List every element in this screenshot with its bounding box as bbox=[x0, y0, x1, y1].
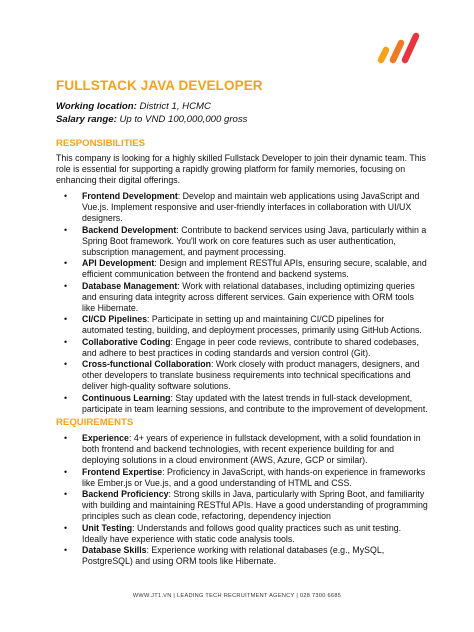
bullet-icon: • bbox=[64, 336, 68, 347]
item-label: Experience bbox=[82, 433, 129, 443]
working-location: Working location: District 1, HCMC bbox=[56, 101, 211, 112]
responsibilities-intro: This company is looking for a highly skilled Fullstack Developer to join their dynamic team. This role is essential for supporting a rapidly growing platform for family memories, focusing on enhancing their digital offerings. bbox=[56, 153, 426, 186]
responsibilities-item bbox=[56, 281, 428, 315]
item-text: : Experience working with relational databases (e.g., MySQL, PostgreSQL) and using ORM tools like Hibernate. bbox=[82, 545, 385, 567]
bullet-icon: • bbox=[64, 224, 68, 235]
item-label: Continuous Learning bbox=[82, 392, 171, 403]
bullet-icon: • bbox=[64, 489, 68, 500]
bullet-icon: • bbox=[64, 280, 68, 291]
item-text: : Work closely with product managers, designers, and other developers to translate business requirements into technical specifications and deliver high-quality software solutions. bbox=[82, 359, 420, 392]
item-text: : Develop and maintain web applications using JavaScript and Vue.js. Implement responsive and user-friendly interfaces in collaboration with UI/UX designers. bbox=[82, 191, 420, 224]
item-label: Unit Testing bbox=[82, 522, 133, 533]
responsibilities-item bbox=[56, 337, 428, 359]
responsibilities-item bbox=[56, 225, 428, 259]
item-text: : Work with relational databases, including optimizing queries and ensuring data integrity across different services. Gain experience with ORM tools like Hibernate. bbox=[82, 280, 415, 314]
item-text: : Stay updated with the latest trends in full-stack development, participate in team learning sessions, and contribute to the improvement of development. bbox=[82, 392, 428, 414]
item-label: Frontend Development bbox=[82, 191, 178, 201]
item-text: : Engage in peer code reviews, contribute to shared codebases, and adhere to best practices in coding standards and version control (Git). bbox=[82, 336, 419, 358]
requirements-item bbox=[56, 433, 428, 467]
item-label: CI/CD Pipelines bbox=[82, 314, 148, 325]
bullet-icon: • bbox=[64, 191, 68, 201]
bullet-icon: • bbox=[64, 433, 68, 443]
bullet-icon: • bbox=[64, 466, 68, 477]
item-label: Backend Proficiency bbox=[82, 489, 169, 500]
item-text: : Participate in setting up and maintaining CI/CD pipelines for automated testing, building, and deployment processes, primarily using GitHub Actions. bbox=[82, 314, 422, 336]
brand-stripes-logo bbox=[376, 30, 422, 66]
requirements-item bbox=[56, 523, 428, 545]
bullet-icon: • bbox=[64, 314, 68, 325]
job-meta bbox=[56, 100, 247, 126]
requirements-item bbox=[56, 489, 428, 523]
bullet-icon: • bbox=[64, 258, 68, 269]
requirements-heading: REQUIREMENTS bbox=[56, 417, 134, 428]
item-text: : Contribute to backend services using Java, particularly within a Spring Boot framework. You'll work on core features such as user authentication, subscription management, and payment processing. bbox=[82, 224, 427, 258]
item-text: : Proficiency in JavaScript, with hands-on experience in frameworks like Ember.js or Vue.js, and a good understanding of HTML and CSS. bbox=[82, 466, 426, 488]
requirements-item bbox=[56, 467, 428, 489]
item-label: Database Management bbox=[82, 280, 178, 291]
responsibilities-item bbox=[56, 258, 428, 280]
item-text: : Strong skills in Java, particularly with Spring Boot, and familiarity with building and maintaining RESTful APIs. Have a good understanding of programming principles such as clean code, refactoring, dependency injection bbox=[82, 489, 428, 522]
item-label: Frontend Expertise bbox=[82, 466, 163, 477]
responsibilities-item bbox=[56, 393, 428, 415]
bullet-icon: • bbox=[64, 359, 68, 370]
bullet-icon: • bbox=[64, 392, 68, 403]
item-text: : Understands and follows good quality practices such as unit testing. Ideally have experience with static code analysis tools. bbox=[82, 522, 402, 544]
item-label: Database Skills bbox=[82, 545, 147, 556]
responsibilities-item bbox=[56, 191, 428, 225]
responsibilities-item bbox=[56, 359, 428, 393]
responsibilities-item bbox=[56, 314, 428, 336]
footer-contact: WWW.JT1.VN | LEADING TECH RECRUITMENT AGENCY | 028 7300 6685 bbox=[132, 593, 342, 599]
item-label: API Development bbox=[82, 258, 155, 269]
bullet-icon: • bbox=[64, 522, 68, 533]
responsibilities-list bbox=[56, 191, 428, 415]
item-text: : Design and implement RESTful APIs, ensuring secure, scalable, and efficient communication between the frontend and backend systems. bbox=[82, 258, 427, 280]
requirements-item bbox=[56, 545, 428, 567]
item-text: : 4+ years of experience in fullstack development, with a solid foundation in both frontend and backend technologies, with recent experience building for and deploying solutions in a cloud environment (AWS, Azure, GCP or similar). bbox=[82, 433, 421, 466]
job-title: FULLSTACK JAVA DEVELOPER bbox=[56, 78, 263, 93]
item-label: Backend Development bbox=[82, 224, 177, 235]
item-label: Collaborative Coding bbox=[82, 336, 171, 347]
salary-range: Salary range: Up to VND 100,000,000 gross bbox=[56, 114, 248, 125]
requirements-list bbox=[56, 433, 428, 567]
bullet-icon: • bbox=[64, 545, 68, 556]
item-label: Cross-functional Collaboration bbox=[82, 359, 212, 370]
responsibilities-heading: RESPONSIBILITIES bbox=[56, 138, 146, 149]
